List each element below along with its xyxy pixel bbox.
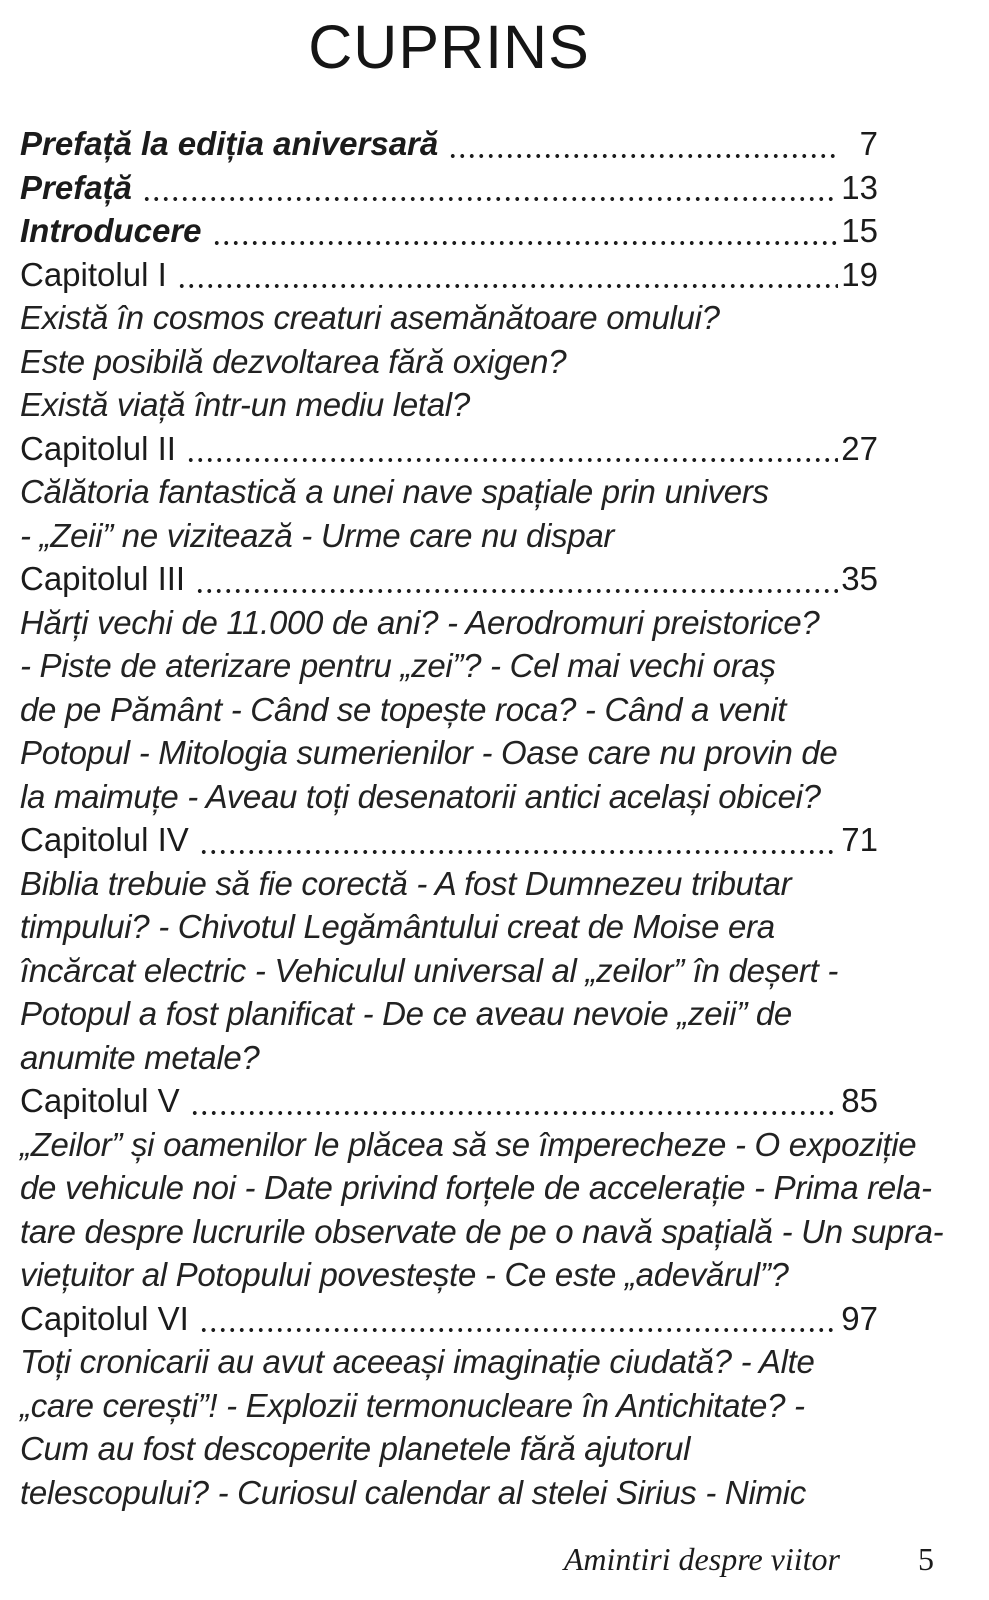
toc-description-line: telescopului? - Curiosul calendar al stelei Sirius - Nimic bbox=[20, 1473, 806, 1511]
dot-leader bbox=[212, 240, 838, 246]
toc-entry bbox=[20, 253, 878, 297]
toc-description-line: Biblia trebuie să fie corectă - A fost Dumnezeu tributar bbox=[20, 864, 792, 902]
toc-entry bbox=[20, 1297, 878, 1341]
toc-description-line: Hărți vechi de 11.000 de ani? - Aerodromuri preistorice? bbox=[20, 603, 820, 641]
toc-description-line: anumite metale? bbox=[20, 1038, 260, 1076]
toc-description-line: tare despre lucrurile observate de pe o navă spațială - Un supra- bbox=[20, 1212, 944, 1250]
toc-entry bbox=[20, 818, 878, 862]
toc-entry-page-number: 7 bbox=[859, 125, 878, 162]
toc-description-line: - Piste de aterizare pentru „zei”? - Cel mai vechi oraș bbox=[20, 647, 776, 684]
page-title: CUPRINS bbox=[308, 13, 590, 81]
dot-leader bbox=[190, 1110, 838, 1116]
toc-entry-page-number: 19 bbox=[841, 255, 878, 293]
toc-description-line: de pe Pământ - Când se topește roca? - Când a venit bbox=[20, 690, 787, 728]
dot-leader bbox=[199, 1327, 838, 1333]
toc-description-line: Toți cronicarii au avut aceeași imaginație ciudată? - Alte bbox=[20, 1343, 815, 1380]
toc-entry-page-number: 85 bbox=[841, 1082, 878, 1119]
dot-leader bbox=[186, 457, 838, 463]
toc-description-line: Călătoria fantastică a unei nave spațiale prin univers bbox=[20, 473, 769, 510]
toc-description-line: la maimuțe - Aveau toți desenatorii antici același obicei? bbox=[20, 777, 821, 815]
toc-list bbox=[20, 122, 944, 1514]
dot-leader bbox=[199, 849, 838, 855]
dot-leader bbox=[448, 153, 838, 159]
toc-entry-label: Capitolul IV bbox=[20, 821, 189, 858]
toc-description-line: „care cerești”! - Explozii termonucleare în Antichitate? - bbox=[20, 1386, 805, 1424]
toc-entry-page-number: 97 bbox=[841, 1299, 878, 1337]
toc-entry-page-number: 35 bbox=[841, 560, 878, 597]
toc-entry-label: Capitolul V bbox=[20, 1082, 180, 1119]
toc-description-line: Potopul a fost planificat - De ce aveau nevoie „zeii” de bbox=[20, 995, 792, 1032]
footer-page-number: 5 bbox=[918, 1541, 934, 1577]
toc-description-line: de vehicule noi - Date privind forțele de accelerație - Prima rela- bbox=[20, 1169, 932, 1206]
toc-description-line: Există viață într-un mediu letal? bbox=[20, 386, 470, 423]
footer-book-title: Amintiri despre viitor bbox=[563, 1541, 840, 1577]
toc-description-line: „Zeilor” și oamenilor le plăcea să se împerecheze - O expoziție bbox=[20, 1125, 917, 1163]
toc-description-line: - „Zeii” ne vizitează - Urme care nu dispar bbox=[20, 516, 615, 554]
toc-description-line: Există în cosmos creaturi asemănătoare omului? bbox=[20, 299, 720, 336]
page-footer bbox=[564, 1541, 934, 1578]
toc-entry-label: Capitolul II bbox=[20, 429, 176, 467]
toc-entry-label: Prefață la ediția aniversară bbox=[20, 125, 439, 162]
toc-description-line: Potopul - Mitologia sumerienilor - Oase care nu provin de bbox=[20, 734, 838, 771]
toc-description-line: Cum au fost descoperite planetele fără ajutorul bbox=[20, 1430, 691, 1467]
dot-leader bbox=[177, 283, 838, 289]
toc-entry-label: Introducere bbox=[20, 212, 202, 249]
toc-description-line: timpului? - Chivotul Legământului creat de Moise era bbox=[20, 908, 775, 945]
toc-entry-page-number: 13 bbox=[841, 168, 878, 206]
toc-entry-page-number: 15 bbox=[841, 212, 878, 249]
toc-entry-page-number: 71 bbox=[841, 821, 878, 858]
toc-entry-label: Capitolul I bbox=[20, 255, 167, 293]
dot-leader bbox=[142, 196, 838, 202]
toc-entry bbox=[20, 209, 878, 253]
toc-description-line: Este posibilă dezvoltarea fără oxigen? bbox=[20, 342, 567, 380]
toc-entry bbox=[20, 166, 878, 210]
toc-entry-label: Capitolul III bbox=[20, 560, 186, 597]
toc-entry-page-number: 27 bbox=[841, 429, 878, 467]
toc-description-line: încărcat electric - Vehiculul universal al „zeilor” în deșert - bbox=[20, 951, 839, 989]
toc-entry bbox=[20, 122, 878, 166]
toc-description-line: viețuitor al Potopului povestește - Ce este „adevărul”? bbox=[20, 1256, 789, 1293]
toc-entry-label: Capitolul VI bbox=[20, 1299, 189, 1337]
toc-entry bbox=[20, 427, 878, 471]
toc-entry bbox=[20, 1079, 878, 1123]
dot-leader bbox=[195, 588, 838, 594]
toc-entry-label: Prefață bbox=[20, 168, 132, 206]
toc-entry bbox=[20, 557, 878, 601]
